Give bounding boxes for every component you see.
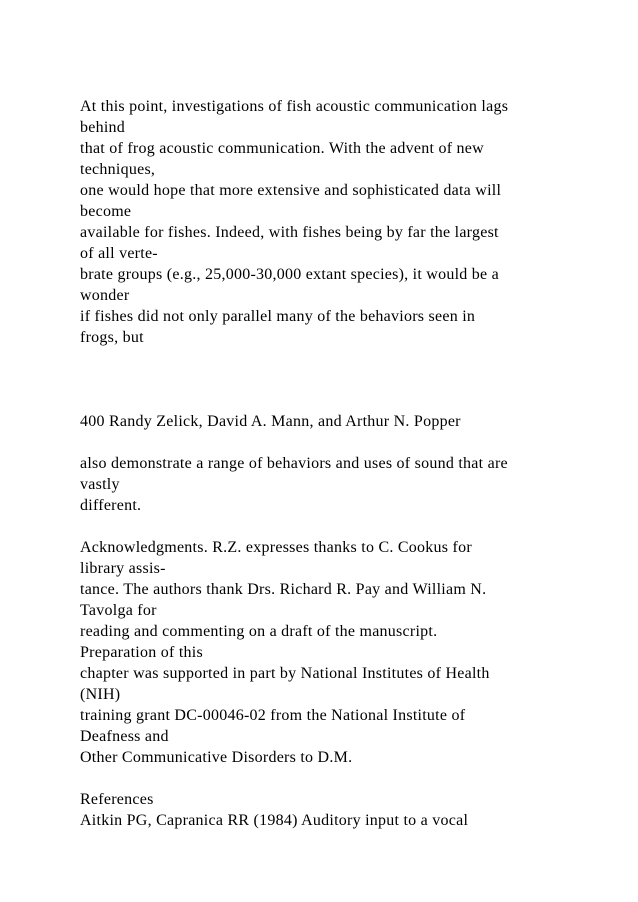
text-line: of all verte- xyxy=(80,245,158,262)
text-line: that of frog acoustic communication. With the advent of new xyxy=(80,140,484,157)
text-line: (NIH) xyxy=(80,686,121,703)
text-line: chapter was supported in part by National Institutes of Health xyxy=(80,665,490,682)
text-line: techniques, xyxy=(80,161,156,178)
text-line: vastly xyxy=(80,476,120,493)
text-line: become xyxy=(80,203,132,220)
reference-entry: Aitkin PG, Capranica RR (1984) Auditory input to a vocal xyxy=(80,812,469,829)
text-line: Preparation of this xyxy=(80,644,203,661)
acknowledgments-line: Acknowledgments. R.Z. expresses thanks to C. Cookus for xyxy=(80,539,472,556)
text-line: behind xyxy=(80,119,126,136)
text-line: reading and commenting on a draft of the manuscript. xyxy=(80,623,438,640)
text-line: also demonstrate a range of behaviors and uses of sound that are xyxy=(80,455,508,472)
text-line: training grant DC-00046-02 from the National Institute of xyxy=(80,707,466,724)
text-line: one would hope that more extensive and sophisticated data will xyxy=(80,182,502,199)
text-line: brate groups (e.g., 25,000-30,000 extant species), it would be a xyxy=(80,266,500,283)
text-line: tance. The authors thank Drs. Richard R. Pay and William N. xyxy=(80,581,487,598)
text-line: if fishes did not only parallel many of the behaviors seen in xyxy=(80,308,476,325)
text-line: library assis- xyxy=(80,560,166,577)
text-line: frogs, but xyxy=(80,329,144,346)
text-line: Other Communicative Disorders to D.M. xyxy=(80,749,353,766)
text-line: available for fishes. Indeed, with fishes being by far the largest xyxy=(80,224,499,241)
running-header: 400 Randy Zelick, David A. Mann, and Arthur N. Popper xyxy=(80,413,461,430)
text-line: Deafness and xyxy=(80,728,169,745)
text-line: At this point, investigations of fish acoustic communication lags xyxy=(80,98,509,115)
references-heading: References xyxy=(80,791,154,808)
text-line: wonder xyxy=(80,287,130,304)
text-line: Tavolga for xyxy=(80,602,157,619)
text-line: different. xyxy=(80,497,142,514)
